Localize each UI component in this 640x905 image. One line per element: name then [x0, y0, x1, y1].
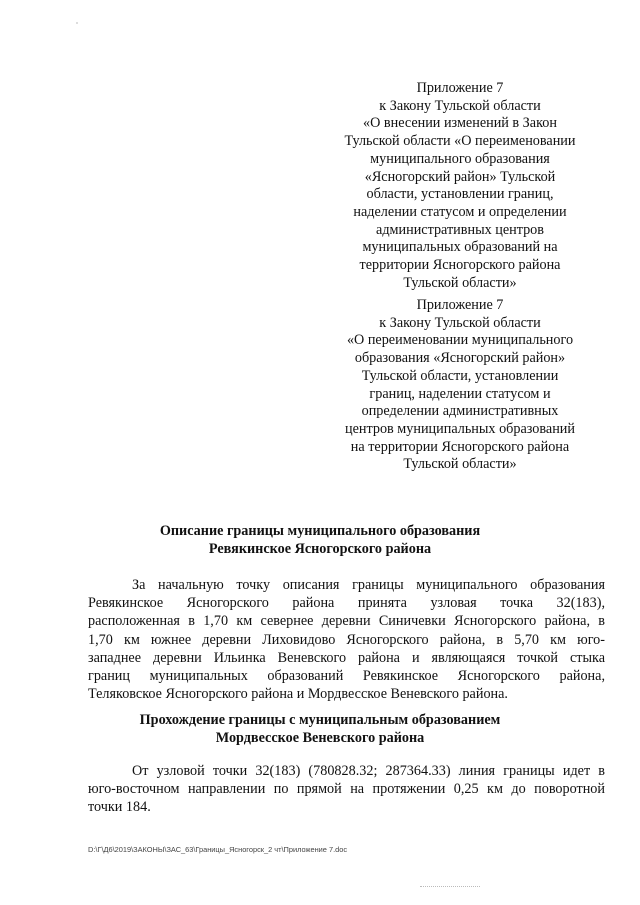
- paragraph-line: расположенная в 1,70 км севернее деревни Синичевки Ясногорского района, в: [88, 613, 605, 630]
- paragraph-line: От узловой точки 32(183) (780828.32; 287364.33) линия границы идет в: [132, 763, 605, 779]
- subsection-title-line: Прохождение границы с муниципальным образованием: [139, 712, 501, 728]
- paragraph-line: За начальную точку описания границы муниципального образования: [132, 577, 605, 593]
- appendix-1-line: муниципального образования: [370, 150, 550, 167]
- appendix-1-line: административных центров: [376, 221, 544, 238]
- paragraph-line: западнее деревни Ильинка Веневского района и являющаяся точкой стыка: [88, 649, 605, 666]
- boundary-paragraph: [88, 762, 605, 817]
- appendix-2-line: «О переименовании муниципального: [346, 332, 574, 349]
- paragraph-line: юго-восточном направлении по прямой на протяжении 0,25 км до поворотной: [88, 781, 605, 798]
- subsection-title: [60, 711, 580, 747]
- scan-artifact: [420, 886, 480, 891]
- section-title-line: Ревякинское Ясногорского района: [208, 541, 432, 557]
- appendix-header-1: [300, 80, 620, 292]
- appendix-1-line: муниципальных образований на: [362, 239, 558, 256]
- appendix-1-line: Приложение 7: [416, 80, 504, 96]
- appendix-2-line: Тульской области, установлении: [361, 367, 559, 384]
- appendix-header-2: [300, 297, 620, 474]
- paragraph-line: точки 184.: [88, 799, 151, 816]
- starting-point-paragraph: [88, 576, 605, 703]
- paragraph-line: Ревякинское Ясногорского района принята узловая точка 32(183),: [88, 595, 605, 612]
- appendix-2-line: образования «Ясногорский район»: [354, 350, 566, 367]
- appendix-2-line: центров муниципальных образований: [345, 420, 575, 437]
- file-path-footer: D:\Г\Д6\2019\ЗАКОНЫ\ЗАС_63\Границы_Ясногорск_2 чт\Приложение 7.doc: [88, 845, 348, 854]
- appendix-2-line: границ, наделении статусом и: [369, 385, 551, 402]
- appendix-2-line: определении административных: [361, 403, 559, 420]
- appendix-1-line: «Ясногорский район» Тульской: [364, 168, 556, 185]
- appendix-1-line: территории Ясногорского района: [359, 257, 561, 274]
- section-title: [60, 522, 580, 558]
- appendix-2-line: к Закону Тульской области: [379, 314, 541, 331]
- paragraph-line: Теляковское Ясногорского района и Мордвесское Веневского района.: [88, 686, 508, 703]
- section-title-line: Описание границы муниципального образования: [159, 523, 481, 539]
- appendix-2-line: Тульской области»: [403, 456, 517, 473]
- scan-artifact: [76, 22, 78, 24]
- appendix-1-line: наделении статусом и определении: [353, 203, 567, 220]
- subsection-title-line: Мордвесское Веневского района: [215, 730, 425, 746]
- appendix-1-line: к Закону Тульской области: [379, 97, 541, 114]
- appendix-1-line: Тульской области»: [403, 274, 517, 291]
- paragraph-line: 1,70 км южнее деревни Лиховидово Ясногорского района, в 5,70 км юго-: [88, 631, 605, 648]
- paragraph-line: границ муниципальных образований Ревякинское Ясногорского района,: [88, 667, 605, 684]
- appendix-1-line: Тульской области «О переименовании: [344, 133, 576, 150]
- appendix-2-line: на территории Ясногорского района: [350, 438, 570, 455]
- appendix-1-line: области, установлении границ,: [366, 186, 554, 203]
- appendix-1-line: «О внесении изменений в Закон: [363, 115, 557, 132]
- appendix-2-line: Приложение 7: [416, 297, 504, 313]
